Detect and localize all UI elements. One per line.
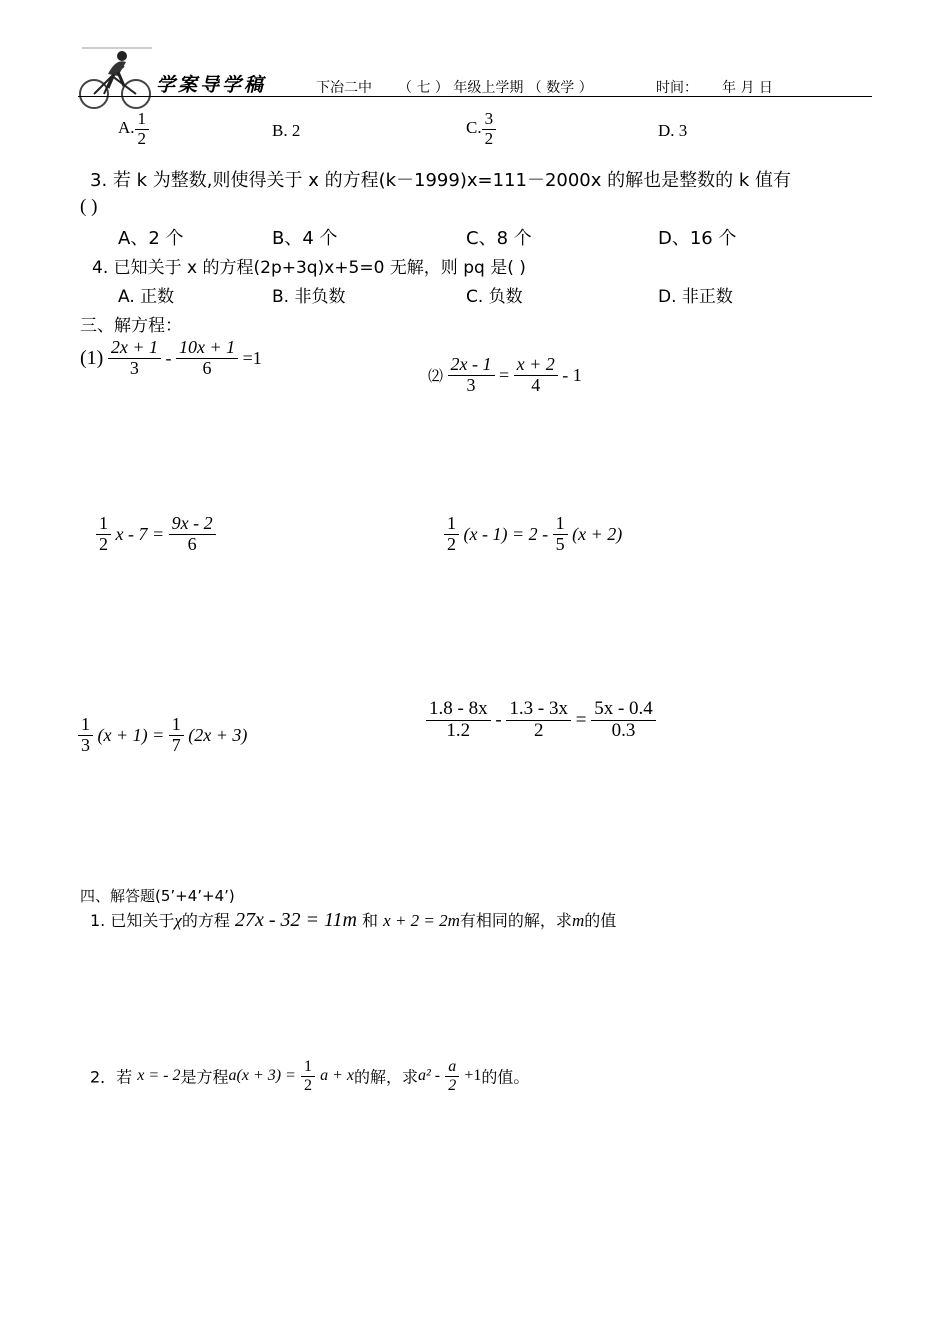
equation-4: $\frac{1}{2}$ (x - 1) = 2 - $\frac{1}{5}$ (x + 2) bbox=[444, 514, 622, 555]
q3-paren: ( ) bbox=[80, 196, 98, 217]
fraction: $\frac{a}{2}$ bbox=[445, 1058, 459, 1094]
q4-option-b: B. 非负数 bbox=[272, 287, 346, 307]
q3-option-d: D、16 个 bbox=[658, 228, 737, 249]
fraction: $\frac{2x + 1}{3}$ bbox=[108, 338, 161, 379]
time-label: 时间： bbox=[656, 80, 698, 96]
option-c: C. $\frac{3}{2}$ bbox=[466, 110, 496, 148]
fraction: $\frac{2x - 1}{3}$ bbox=[448, 355, 495, 396]
q4-option-c: C. 负数 bbox=[466, 287, 523, 307]
fraction: $\frac{1}{2}$ bbox=[135, 110, 150, 148]
equation-6: $\frac{1.8 - 8x}{1.2}$ - $\frac{1.3 - 3x}{2}$ = $\frac{5x - 0.4}{0.3}$ bbox=[426, 699, 656, 742]
fraction: $\frac{1.8 - 8x}{1.2}$ bbox=[426, 699, 491, 742]
fraction: $\frac{1}{3}$ bbox=[78, 715, 93, 756]
fraction: $\frac{1}{2}$ bbox=[301, 1058, 315, 1094]
header-rule bbox=[78, 96, 872, 97]
fraction: $\frac{1}{2}$ bbox=[96, 514, 111, 555]
option-a: A. $\frac{1}{2}$ bbox=[118, 110, 149, 148]
fraction: $\frac{9x - 2}{6}$ bbox=[169, 514, 216, 555]
q4-option-a: A. 正数 bbox=[118, 287, 175, 307]
school-name: 下冶二中 bbox=[316, 80, 372, 96]
fraction: $\frac{1}{5}$ bbox=[553, 514, 568, 555]
logo-text: 学案导学稿 bbox=[156, 74, 267, 96]
fraction: $\frac{3}{2}$ bbox=[482, 110, 497, 148]
q4-option-d: D. 非正数 bbox=[658, 287, 733, 307]
problem-1: 1. 已知关于χ的方程 27x - 32 = 11m 和 x + 2 = 2m有相同的解，求m的值 bbox=[90, 909, 617, 931]
grade-subject: （ 七 ） 年级上学期 （ 数学 ） bbox=[398, 80, 593, 96]
q3-option-b: B、4 个 bbox=[272, 228, 338, 249]
section4-title: 四、解答题(5’+4’+4’) bbox=[80, 887, 235, 905]
option-d: D. 3 bbox=[658, 121, 688, 140]
fraction: $\frac{x + 2}{4}$ bbox=[514, 355, 558, 396]
q3-text: 3. 若 k 为整数,则使得关于 x 的方程(k－1999)x=111－2000x 的解也是整数的 k 值有 bbox=[90, 170, 791, 191]
section3-title: 三、解方程： bbox=[80, 316, 182, 336]
problem-2: 2．若 x = - 2是方程a(x + 3) = $\frac{1}{2}$ a + x的解，求a² - $\frac{a}{2}$ +1的值。 bbox=[90, 1058, 530, 1094]
date-label: 年 月 日 bbox=[722, 80, 773, 96]
fraction: $\frac{1.3 - 3x}{2}$ bbox=[506, 699, 571, 742]
equation-5: $\frac{1}{3}$ (x + 1) = $\frac{1}{7}$ (2x + 3) bbox=[78, 715, 247, 756]
fraction: $\frac{5x - 0.4}{0.3}$ bbox=[591, 699, 656, 742]
fraction: $\frac{1}{7}$ bbox=[169, 715, 184, 756]
cyclist-logo-icon bbox=[78, 46, 156, 112]
option-b: B. 2 bbox=[272, 121, 301, 140]
fraction: $\frac{10x + 1}{6}$ bbox=[176, 338, 238, 379]
equation-2: ⑵ $\frac{2x - 1}{3}$ = $\frac{x + 2}{4}$ - 1 bbox=[428, 354, 582, 395]
fraction: $\frac{1}{2}$ bbox=[444, 514, 459, 555]
q4-text: 4. 已知关于 x 的方程(2p+3q)x+5=0 无解，则 pq 是( ) bbox=[92, 258, 526, 278]
equation-3: $\frac{1}{2}$ x - 7 = $\frac{9x - 2}{6}$ bbox=[96, 514, 216, 555]
q3-option-a: A、2 个 bbox=[118, 228, 184, 249]
equation-1: (1) $\frac{2x + 1}{3}$ - $\frac{10x + 1}{6}$ =1 bbox=[80, 337, 262, 378]
q3-option-c: C、8 个 bbox=[466, 228, 532, 249]
